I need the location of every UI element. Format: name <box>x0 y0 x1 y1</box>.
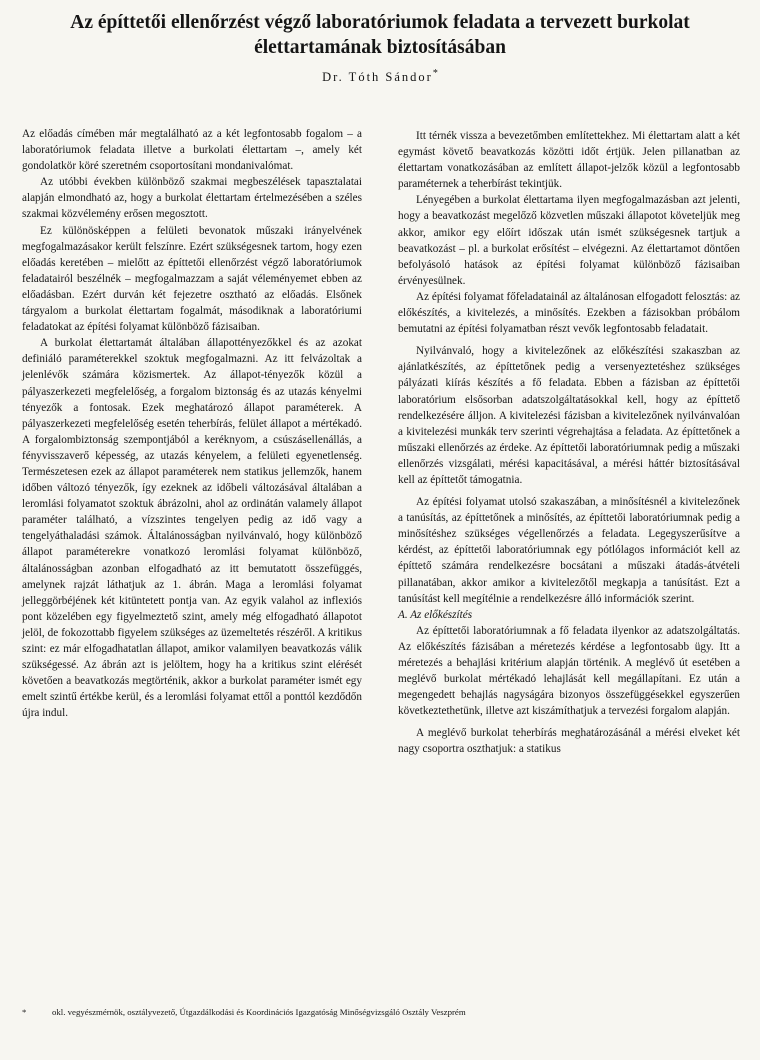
article-title <box>20 10 740 60</box>
author-name: Dr. Tóth Sándor <box>322 70 433 85</box>
footnote-mark: * <box>22 1007 27 1017</box>
section-heading: A. Az előkészítés <box>398 608 473 621</box>
body-paragraph: Ez különösképpen a felületi bevonatok műszaki irányelvének megfogalmazásakor került felszínre. Ezért szükségesnek tartom, hogy ezen előadás keretében – mielőtt az építtetői ellenőrzést végző laboratóriumok feladatairól beszélnék – megfogalmazzam a saját véleményemet ebben az előadásban. Ezért durván két fejezetre osztható az előadás. Elsőnek tárgyalom a burkolat élettartam fogalmát, másodiknak a laboratóriumi feladatokat az építési folyamat különböző fázisaiban. <box>22 224 362 334</box>
footnote-text: okl. vegyészmérnök, osztályvezető, Útgazdálkodási és Koordinációs Igazgatóság Minőségvizsgáló Osztály Veszprém <box>52 1007 466 1017</box>
left-column <box>22 126 362 721</box>
body-paragraph: Lényegében a burkolat élettartama ilyen megfogalmazásban azt jelenti, hogy a beavatkozást megelőző közvetlen műszaki állapotot követeljük meg akkor, amikor egy előírt időszak után ismét szükségesnek tartjuk a beavatkozást – pl. a burkolat erősítést – elvégezni. Az élettartamot döntően befolyásoló hatások az építési folyamat különböző fázisaiban érvényesülnek. <box>398 194 740 287</box>
right-column <box>398 128 740 758</box>
body-paragraph: A meglévő burkolat teherbírás meghatározásánál a mérési elveket két nagy csoportra oszthatjuk: a statikus <box>398 727 740 756</box>
body-paragraph: Az előadás címében már megtalálható az a két legfontosabb fogalom – a laboratóriumok feladata illetve a burkolati élettartam –, amely két gondolatkör köré szeretném csoportosítani mondanivalómat. <box>22 128 362 173</box>
title-line: élettartamának biztosításában <box>254 37 506 58</box>
body-paragraph: Itt térnék vissza a bevezetőmben említettekhez. Mi élettartam alatt a két egymást követő beavatkozás közötti időt értjük. Jelen pillanatban az élettartam vonatkozásában az említett állapot-jelzők közül a legfontosabb paraméternek a teherbírást tekintjük. <box>398 130 740 191</box>
author-footnote-mark: * <box>432 68 438 79</box>
body-paragraph: Az építési folyamat utolsó szakaszában, a minősítésnél a kivitelezőnek a tanúsítás, az építtetőnek a minősítés, az építtetői laboratóriumnak pedig a minősítéshez szükséges végellenőrzés a feladata. Legegyszerűsítve a kérdést, az építtetői laboratóriumnak egy pótlólagos információt kell az építtető számára rendelkezésre bocsátani a műszaki átadás-átvételi pillanatában, akkor amikor a kivitelezőtől megkapja a tanúsítást. Ezt a tanúsítást kell megítélnie a rendelkezésre álló információk szerint. <box>398 496 740 605</box>
body-paragraph: A burkolat élettartamát általában állapottényezőkkel és az azokat definiáló paraméterekkel szoktuk megfogalmazni. Az itt felvázoltak a jelenlévők számára közismertek. Az állapot-tényezők közül a pályaszerkezeti megfelelőség, a forgalom biztonság és az utazás kényelmi tényezők a fontosak. Ezek meghatározó állapot paraméterek. A pályaszerkezeti megfelelőség esetén teherbírás, felület állapot a mértékadó. A forgalombiztonság szempontjából a keréknyom, a csúszásellenállás, a fényvisszaverő képesség, az utazás kényelem, a felületi egyenetlenség. Természetesen ezek az állapot paraméterek nem statikus jellemzők, hanem időben változó tényezők, így ezeknek az időbeli változásával általában a leromlási folyamatot szoktuk ábrázolni, ahol az ordinátán valamely állapot paraméter található, a vízszintes tengelyen pedig az idő vagy a tengelyáthaladási számok. Általánosságban nyilvánvaló, hogy különböző állapot paraméterekre vonatkozó leromlási folyamat különböző, általánosságban azonban elfogadható az itt bemutatott összefüggés, amelynek rajzát láthatjuk az 1. ábrán. Maga a leromlási folyamat jelleggörbéjének két kitüntetett pontja van. Az egyik valahol az inflexiós pont közelében egy figyelmeztető szint, amely még elfogadható állapotot jelöl, de fokozottabb figyelem szükséges az üzemeltetés részéről. A kritikus szint: ez már elfogadhatatlan állapot, amikor valamilyen beavatkozás válik szükségessé. Az ábrán azt is jelöltem, hogy ha a kritikus szint elérését követően a beavatkozás megtörténik, akkor a burkolat paraméter ismét egy emelt szintű értékbe kerül, és a leromlási folyamat ettől a ponttól kezdődőn újra indul. <box>22 337 362 720</box>
body-paragraph: Nyilvánvaló, hogy a kivitelezőnek az előkészítési szakaszban az ajánlatkészítés, az építtetőnek pedig a versenyeztetéshez szükséges pályázati kiírás készítés a fő feladata. Ebben a fázisban az építtetői laboratórium elsősorban adatszolgáltatásokkal kell, hogy az építtető rendelkezésére álljon. A kivitelezési fázisban a kivitelezőnek nyilvánvalóan a kivitelezési munkák terv szerinti végrehajtása a feladata. Az építtetőnek a műszaki ellenőrzés az érdeke. Az építtetői laboratóriumnak pedig a műszaki ellenőrzés vizsgálati, mérési kapacitásával, a mérési háttér biztosításával kell az építtetőt támogatnia. <box>398 345 740 486</box>
body-paragraph: Az építtetői laboratóriumnak a fő feladata ilyenkor az adatszolgáltatás. Az előkészítés fázisában a méretezés kérdése a legfontosabb ügy. Itt a méretezés a behajlási kritérium alapján történik. A meglévő út esetében a meglévő burkolat mértékadó lehajlását kell megállapítani. Ez után a megengedett behajlás nagyságára bizonyos összefüggésekkel egyszerűen következtethetünk, illetve azt kiszámíthatjuk a tervezési forgalom alapján. <box>398 624 740 718</box>
title-line: Az építtetői ellenőrzést végző laboratóriumok feladata a tervezett burkolat <box>70 12 690 33</box>
body-paragraph: Az építési folyamat főfeladatainál az általánosan elfogadott felosztás: az előkészítés, a kivitelezés, a minősítés. Ezekben a fázisokban próbálom bemutatni az építési folyamatban részt vevők legfontosabb feladatait. <box>398 290 740 336</box>
author-line <box>0 68 760 85</box>
body-paragraph: Az utóbbi években különböző szakmai megbeszélések tapasztalatai alapján elmondható az, hogy a burkolat élettartam értelmezésében a széles szakmai közvélemény erősen megosztott. <box>22 176 362 221</box>
footnote <box>22 1006 740 1018</box>
